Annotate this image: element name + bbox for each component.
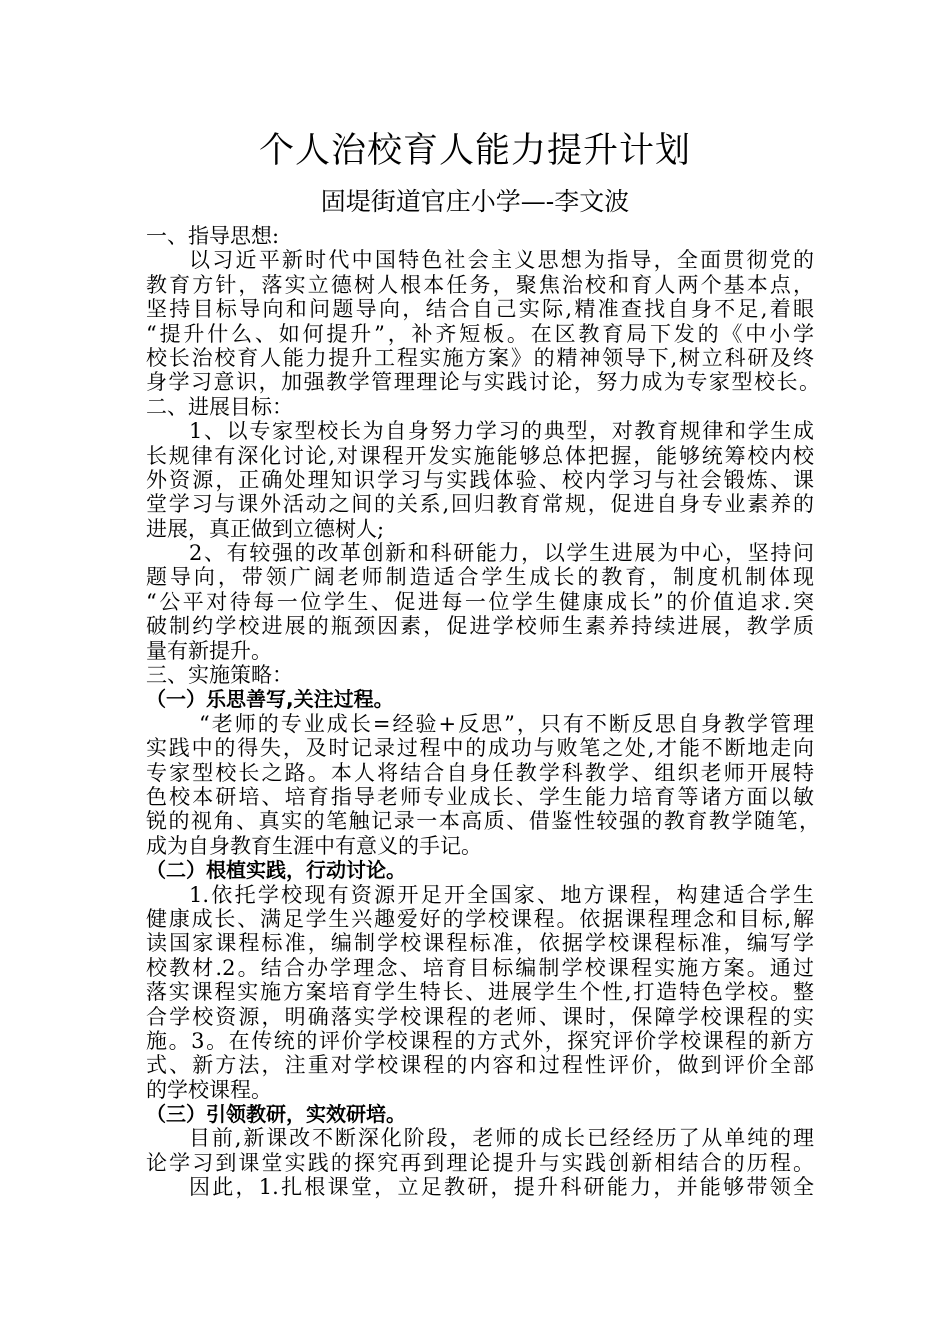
paragraph-line: 量有新提升。 xyxy=(146,638,272,663)
paragraph-line: 堂学习与课外活动之间的关系,回归教育常规，促进自身专业素养的 xyxy=(146,492,814,517)
paragraph-line: 读国家课程标准，编制学校课程标准，依据学校课程标准，编写学 xyxy=(146,931,814,956)
section-heading-guiding-ideology: 一、指导思想: xyxy=(146,224,280,248)
paragraph-line: 因此，1.扎根课堂，立足教研，提升科研能力，并能够带领全 xyxy=(189,1175,814,1200)
paragraph-line: 破制约学校进展的瓶颈因素，促进学校师生素养持续进展，教学质 xyxy=(146,614,814,639)
paragraph-line: 落实课程实施方案培育学生特长、进展学生个性,打造特色学校。整 xyxy=(146,980,814,1005)
paragraph-line: 外资源，正确处理知识学习与实践体验、校内学习与社会锻炼、课 xyxy=(146,467,814,492)
paragraph-line: 专家型校长之路。本人将结合自身任教学科教学、组织老师开展特 xyxy=(146,760,814,785)
subsection-heading-2: （二）根植实践，行动讨论。 xyxy=(146,858,406,883)
paragraph-line: 目前,新课改不断深化阶段，老师的成长已经经历了从单纯的理 xyxy=(189,1126,814,1151)
paragraph-line: 论学习到课堂实践的探究再到理论提升与实践创新相结合的历程。 xyxy=(146,1150,814,1175)
paragraph-line: 身学习意识，加强教学管理理论与实践讨论，努力成为专家型校长。 xyxy=(146,370,820,395)
paragraph-line: 进展，真正做到立德树人; xyxy=(146,516,385,541)
paragraph-line: 的学校课程。 xyxy=(146,1077,272,1102)
paragraph-line: 合学校资源，明确落实学校课程的老师、课时，保障学校课程的实 xyxy=(146,1004,814,1029)
paragraph-line: 教育方针，落实立德树人根本任务，聚焦治校和育人两个基本点， xyxy=(146,272,814,297)
section-heading-implementation-strategy: 三、实施策略： xyxy=(146,663,293,688)
paragraph-line: 长规律有深化讨论,对课程开发实施能够总体把握，能够统筹校内校 xyxy=(146,443,814,468)
paragraph-line: 题导向，带领广阔老师制造适合学生成长的教育，制度机制体现 xyxy=(146,565,814,590)
paragraph-line: 以习近平新时代中国特色社会主义思想为指导，全面贯彻党的 xyxy=(189,248,814,273)
paragraph-line: 校教材.2。结合办学理念、培育目标编制学校课程实施方案。通过 xyxy=(146,955,814,980)
paragraph-line: 式、新方法，注重对学校课程的内容和过程性评价，做到评价全部 xyxy=(146,1053,814,1078)
paragraph-line: 1.依托学校现有资源开足开全国家、地方课程，构建适合学生 xyxy=(189,882,814,907)
paragraph-line: 色校本研培、培育指导老师专业成长、学生能力培育等诸方面以敏 xyxy=(146,784,814,809)
section-heading-development-goals: 二、进展目标： xyxy=(146,394,293,419)
subsection-heading-1: （一）乐思善写,关注过程。 xyxy=(146,687,394,712)
document-subtitle: 固堤街道官庄小学—-李文波 xyxy=(320,187,630,216)
paragraph-line: “公平对待每一位学生、促进每一位学生健康成长”的价值追求.突 xyxy=(146,589,814,614)
paragraph-line: 施。3。在传统的评价学校课程的方式外，探究评价学校课程的新方 xyxy=(146,1028,814,1053)
paragraph-line: 校长治校育人能力提升工程实施方案》的精神领导下,树立科研及终 xyxy=(146,345,814,370)
document-title: 个人治校育人能力提升计划 xyxy=(258,131,691,171)
paragraph-line: 实践中的得失，及时记录过程中的成功与败笔之处,才能不断地走向 xyxy=(146,736,814,761)
paragraph-line: 坚持目标导向和问题导向，结合自己实际,精准查找自身不足,着眼 xyxy=(146,297,814,322)
paragraph-line: 1、以专家型校长为自身努力学习的典型，对教育规律和学生成 xyxy=(189,419,814,444)
document-body xyxy=(146,224,820,1200)
subsection-heading-3: （三）引领教研，实效研培。 xyxy=(146,1102,406,1127)
paragraph-line: “提升什么、如何提升”，补齐短板。在区教育局下发的《中小学 xyxy=(146,321,814,346)
paragraph-line: 2、有较强的改革创新和科研能力，以学生进展为中心，坚持问 xyxy=(189,541,814,566)
paragraph-line: 锐的视角、真实的笔触记录一本高质、借鉴性较强的教育教学随笔， xyxy=(146,809,820,834)
paragraph-line: 成为自身教育生涯中有意义的手记。 xyxy=(146,833,482,858)
paragraph-line: 健康成长、满足学生兴趣爱好的学校课程。依据课程理念和目标,解 xyxy=(146,906,814,931)
paragraph-line: “老师的专业成长=经验+反思”，只有不断反思自身教学管理 xyxy=(199,711,814,736)
